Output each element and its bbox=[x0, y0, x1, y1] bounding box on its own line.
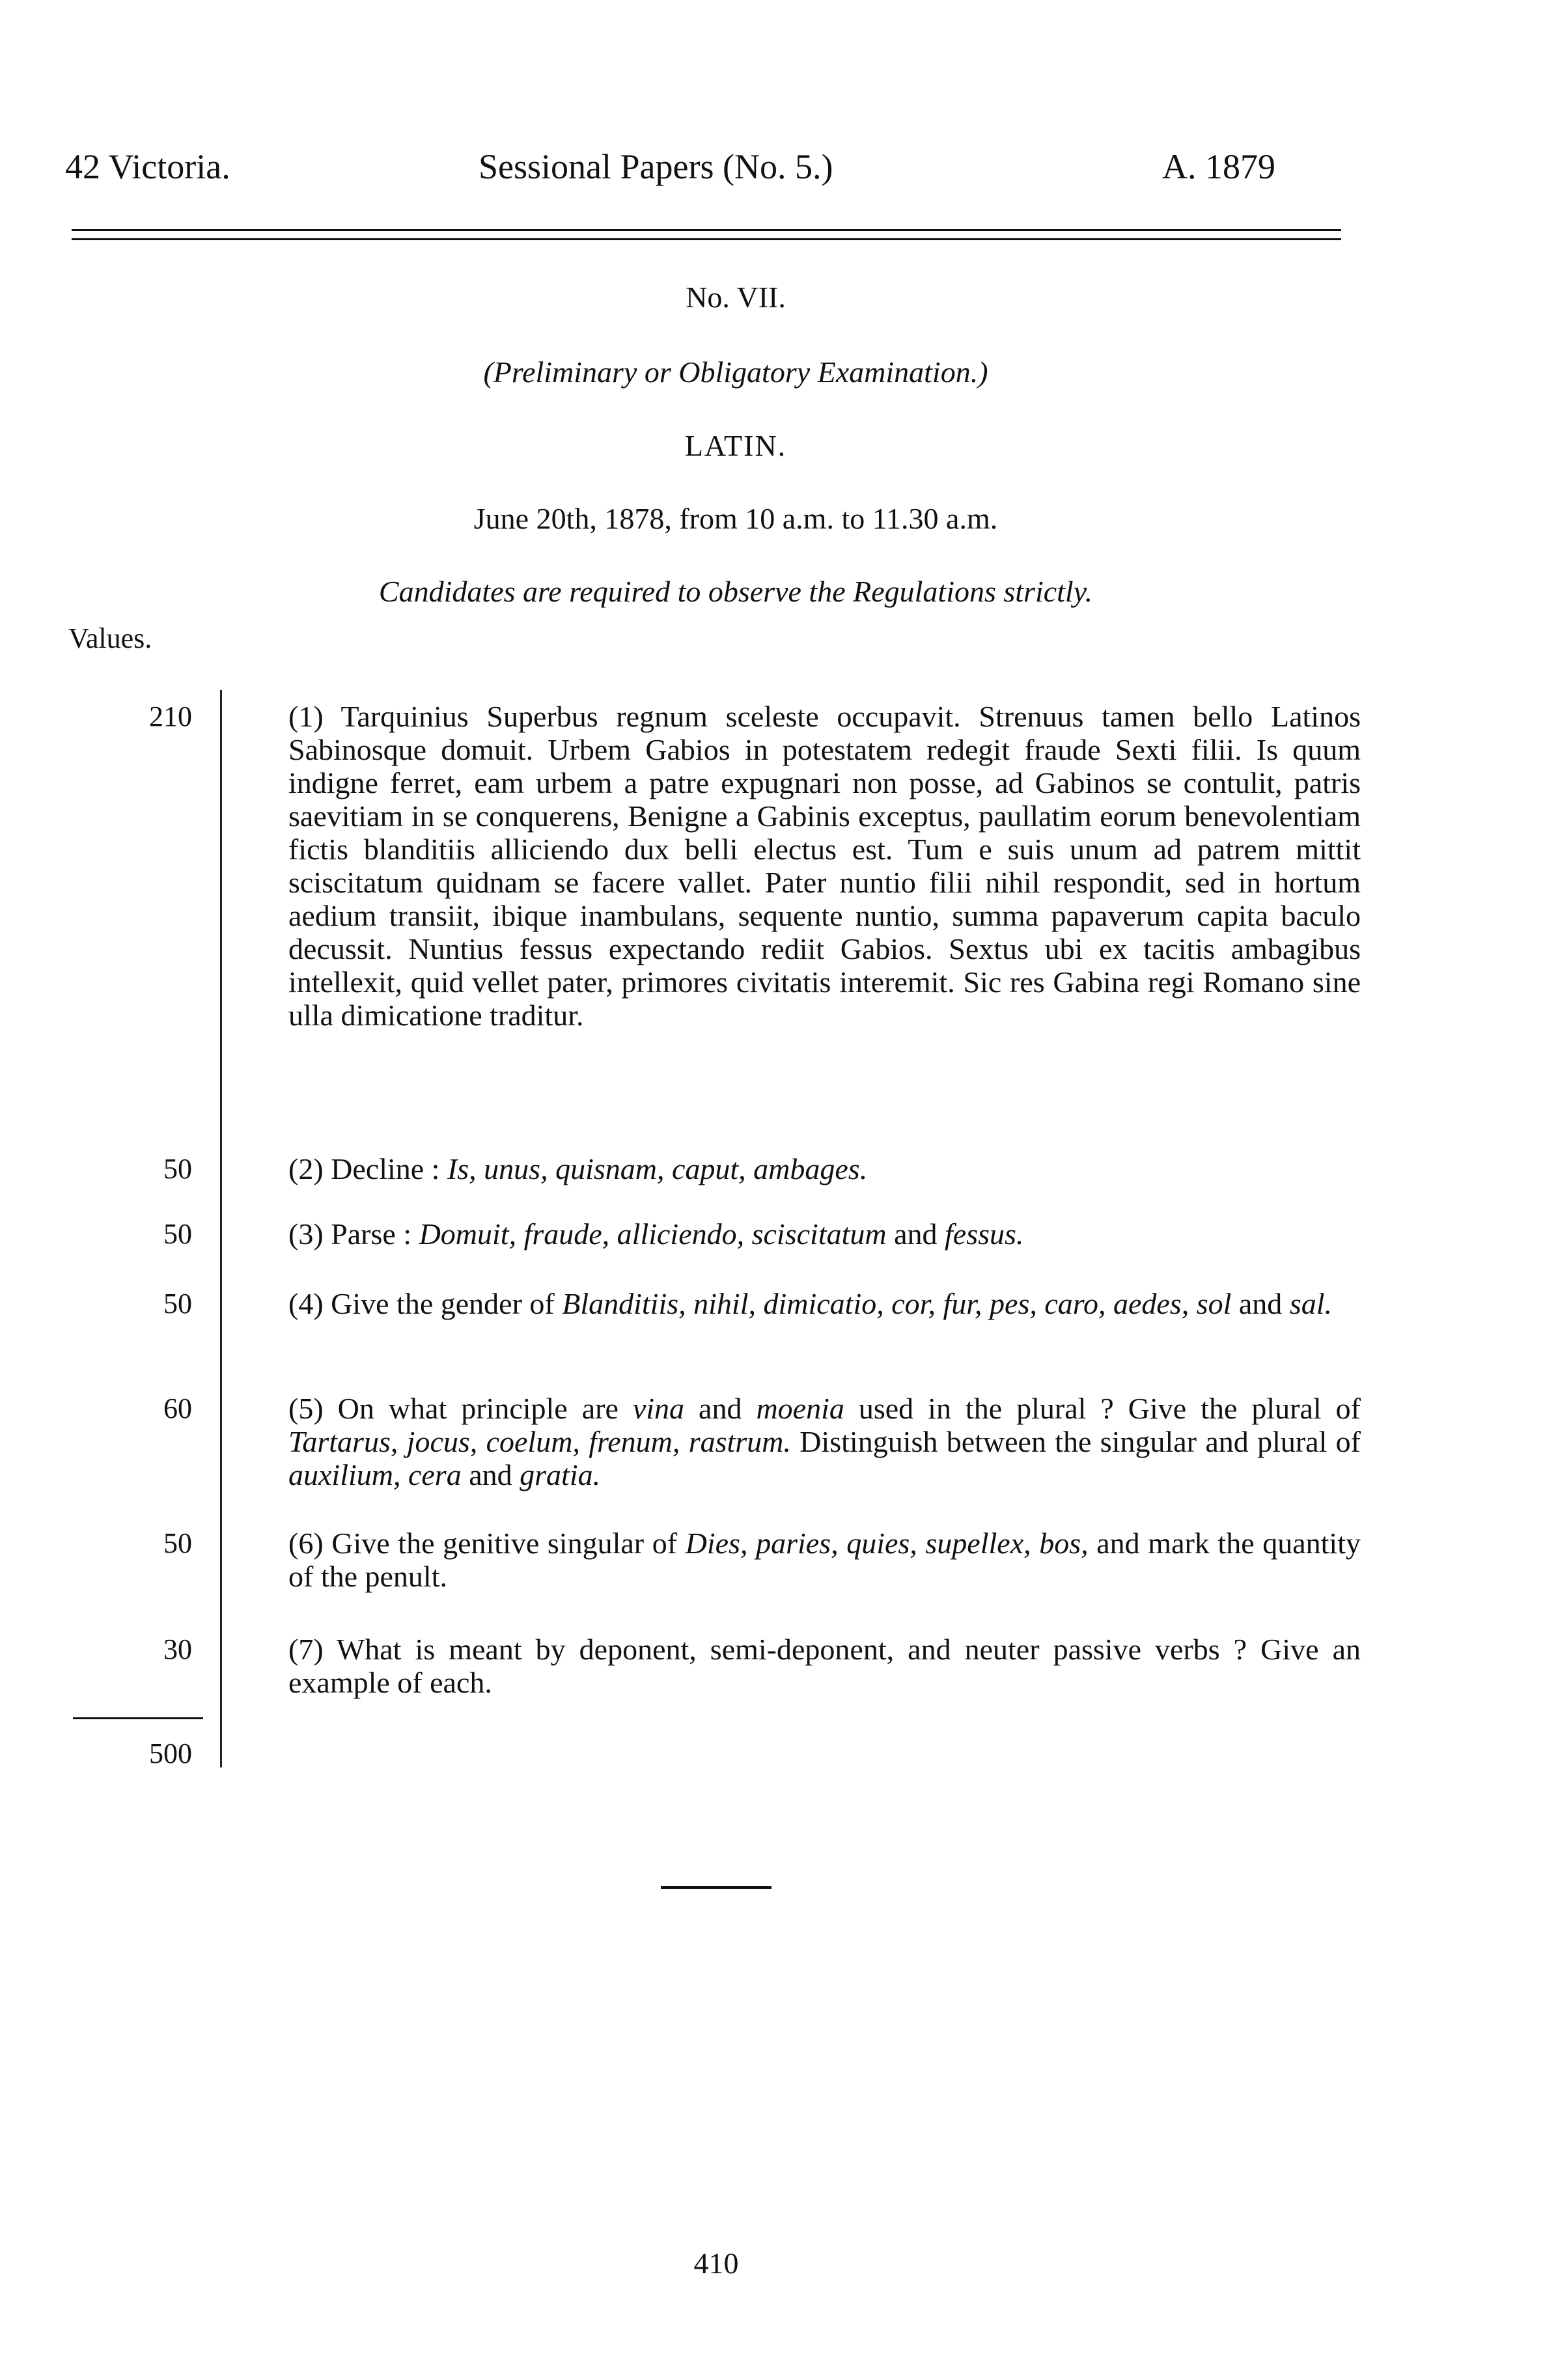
question-5-nouns: auxilium, cera bbox=[288, 1458, 462, 1491]
paper-number: No. VII. bbox=[686, 281, 786, 314]
question-5 bbox=[238, 1392, 1361, 1491]
header-year: A. 1879 bbox=[1162, 147, 1275, 186]
value-q6: 50 bbox=[163, 1527, 192, 1559]
question-2-words: Is, unus, quisnam, caput, ambages. bbox=[447, 1152, 868, 1185]
value-q4: 50 bbox=[163, 1288, 192, 1320]
value-q3: 50 bbox=[163, 1218, 192, 1250]
subject-title: LATIN. bbox=[684, 429, 787, 462]
question-1-text: (1) Tarquinius Superbus regnum sceleste occupavit. Strenuus tamen bello Latinos Sabinosque domuit. Urbem Gabios in potestatem redegit fraude Sexti filii. Is quum indigne ferret, eam urbem a patre expugnari non posse, ad Gabinos se contulit, patris saevitiam in se conquerens, Benigne a Gabinis exceptus, paullatim eorum benevolentiam fictis blanditiis alliciendo dux belli electus est. Tum e suis unum ad patrem mittit sciscitatum quidnam se facere vallet. Pater nuntio filii nihil respondit, sed in hortum aedium transiit, ibique inambulans, sequente nuntio, summa papaverum capita baculo decussit. Nuntius fessus expectando rediit Gabios. Sextus ubi ex tacitis ambagibus intellexit, quid vellet pater, primores civitatis interemit. Sic res Gabina regi Romano sine ulla dimicatione traditur. bbox=[288, 700, 1361, 1032]
question-7-text: (7) What is meant by deponent, semi-deponent, and neuter passive verbs ? Give an example of each. bbox=[288, 1633, 1361, 1699]
question-7 bbox=[238, 1633, 1361, 1699]
header-rule-top bbox=[72, 229, 1341, 231]
question-6-words: Dies, paries, quies, supellex, bos, bbox=[685, 1527, 1089, 1560]
header-session: 42 Victoria. bbox=[65, 147, 230, 186]
question-3-last: fessus. bbox=[945, 1217, 1024, 1251]
question-6 bbox=[238, 1527, 1361, 1593]
value-q5: 60 bbox=[163, 1392, 192, 1424]
question-3-words: Domuit, fraude, alliciendo, sciscitatum bbox=[419, 1217, 887, 1251]
question-4-prefix: (4) Give the gender of bbox=[288, 1287, 563, 1320]
question-4-and: and bbox=[1231, 1287, 1290, 1320]
question-5-part-e: and bbox=[461, 1458, 520, 1491]
values-divider-line bbox=[220, 690, 222, 1767]
running-header bbox=[65, 146, 1341, 205]
question-2 bbox=[238, 1152, 1361, 1185]
question-5-part-a: (5) On what principle are bbox=[288, 1392, 633, 1425]
question-5-part-c: used in the plural ? Give the plural of bbox=[844, 1392, 1361, 1425]
exam-type: (Preliminary or Obligatory Examination.) bbox=[483, 355, 988, 389]
question-4 bbox=[238, 1287, 1361, 1320]
header-rule-bottom bbox=[72, 238, 1341, 240]
question-2-prefix: (2) Decline : bbox=[288, 1152, 447, 1185]
question-1 bbox=[238, 700, 1361, 1032]
question-3 bbox=[238, 1217, 1361, 1251]
value-total: 500 bbox=[149, 1737, 192, 1769]
value-q7: 30 bbox=[163, 1633, 192, 1665]
question-5-part-d: Distinguish between the singular and plural of bbox=[790, 1425, 1361, 1458]
value-q1: 210 bbox=[149, 700, 192, 732]
question-6-suffix: and mark the quantity of the penult. bbox=[288, 1527, 1361, 1593]
question-4-words: Blanditiis, nihil, dimicatio, cor, fur, pes, caro, aedes, sol bbox=[562, 1287, 1232, 1320]
question-4-last: sal. bbox=[1289, 1287, 1332, 1320]
instructions: Candidates are required to observe the Regulations strictly. bbox=[378, 575, 1093, 608]
question-5-moenia: moenia bbox=[756, 1392, 844, 1425]
value-q2: 50 bbox=[163, 1153, 192, 1185]
question-5-vina: vina bbox=[632, 1392, 685, 1425]
question-5-part-b: and bbox=[684, 1392, 757, 1425]
question-3-and: and bbox=[886, 1217, 945, 1251]
exam-date: June 20th, 1878, from 10 a.m. to 11.30 a.m. bbox=[473, 502, 998, 535]
question-6-prefix: (6) Give the genitive singular of bbox=[288, 1527, 686, 1560]
values-heading: Values. bbox=[68, 622, 152, 654]
question-5-last: gratia. bbox=[520, 1458, 601, 1491]
question-5-plurals: Tartarus, jocus, coelum, frenum, rastrum. bbox=[288, 1425, 791, 1458]
section-separator bbox=[661, 1886, 772, 1889]
question-3-prefix: (3) Parse : bbox=[288, 1217, 419, 1251]
header-sessional-papers: Sessional Papers (No. 5.) bbox=[479, 147, 833, 186]
page-number: 410 bbox=[693, 2247, 739, 2280]
total-rule bbox=[73, 1717, 203, 1719]
